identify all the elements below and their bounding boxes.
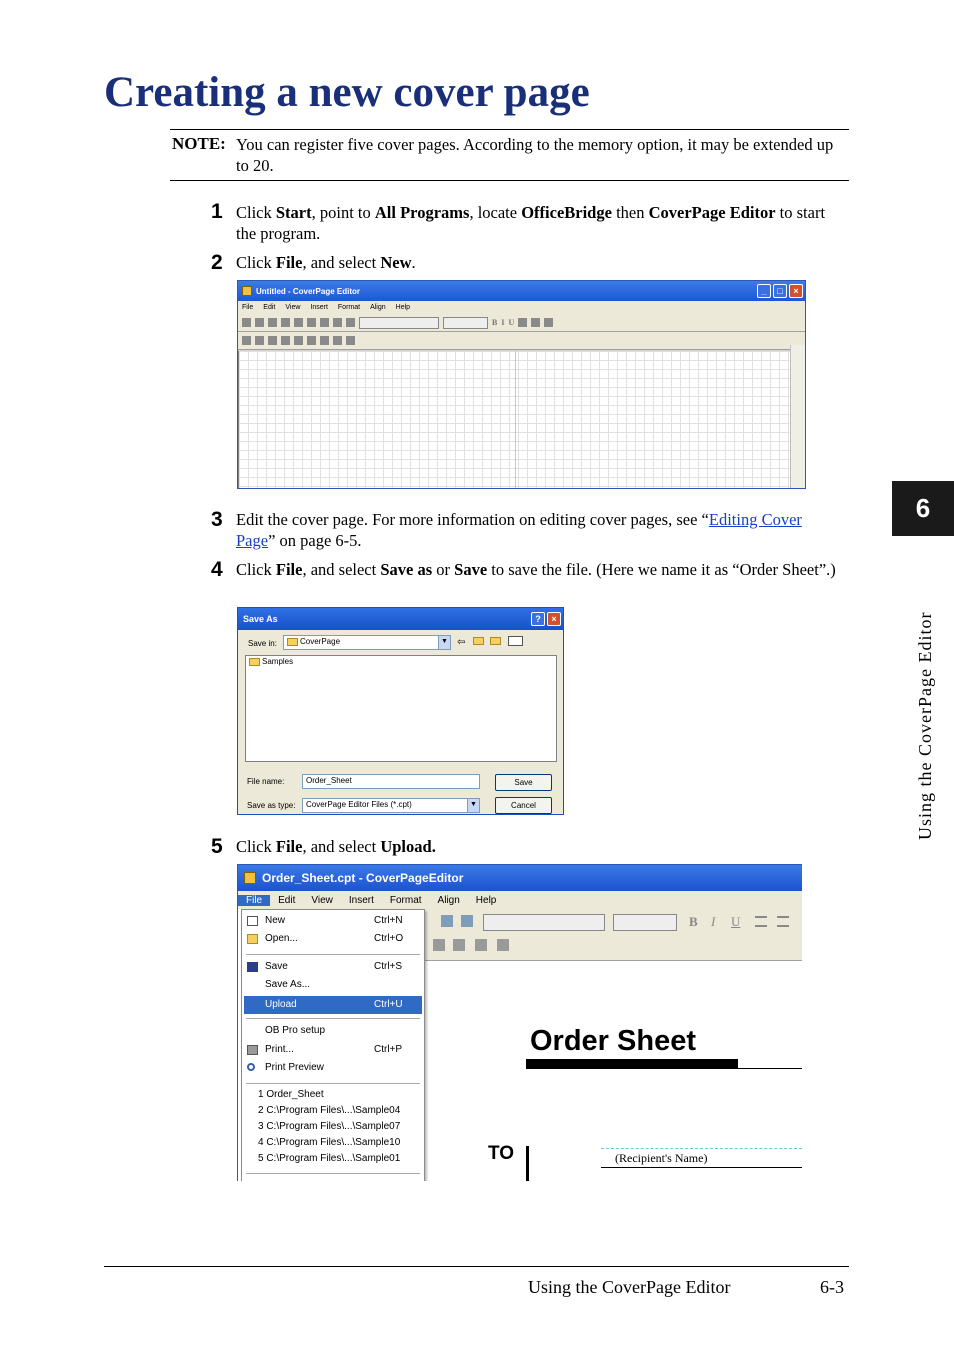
to-divider xyxy=(526,1146,529,1181)
file-name-label: File name: xyxy=(247,777,285,786)
menu-edit[interactable]: Edit xyxy=(263,304,276,311)
editor-window-title: Untitled - CoverPage Editor xyxy=(256,286,361,296)
underline-button[interactable]: U xyxy=(508,318,515,327)
view-menu-icon[interactable] xyxy=(508,636,523,646)
editor-window-title: Order_Sheet.cpt - CoverPageEditor xyxy=(262,871,464,885)
save-in-label: Save in: xyxy=(248,639,277,648)
align-objects-icon[interactable] xyxy=(453,939,465,951)
page-title: Creating a new cover page xyxy=(104,69,590,116)
zoom-in-icon[interactable] xyxy=(441,915,453,927)
open-folder-icon xyxy=(247,934,258,944)
paste-icon[interactable] xyxy=(307,318,316,327)
zoom-out-icon[interactable] xyxy=(346,318,355,327)
menu-edit[interactable]: Edit xyxy=(278,894,296,906)
folder-item-samples[interactable]: Samples xyxy=(249,657,293,666)
save-as-type-label: Save as type: xyxy=(247,801,296,810)
new-doc-icon xyxy=(247,916,258,926)
save-as-title: Save As xyxy=(243,614,278,624)
step-3-number: 3 xyxy=(211,508,223,531)
footer-page-number: 6-3 xyxy=(820,1277,844,1297)
save-button[interactable]: Save xyxy=(495,774,552,791)
app-icon xyxy=(244,872,256,884)
chevron-down-icon: ▼ xyxy=(467,799,479,812)
menu-view[interactable]: View xyxy=(311,894,333,906)
side-chapter-label: Using the CoverPage Editor xyxy=(915,611,935,840)
editor-menu-bar xyxy=(238,301,805,314)
save-as-dialog-screenshot xyxy=(237,607,564,815)
field-tool-icon[interactable] xyxy=(307,336,316,345)
step-2-text: Click File, and select New. xyxy=(236,253,416,272)
recipient-name-field[interactable]: (Recipient's Name) xyxy=(601,1148,802,1168)
minimize-icon[interactable]: _ xyxy=(757,284,771,298)
pointer-icon[interactable] xyxy=(242,336,251,345)
save-in-select[interactable]: CoverPage ▼ xyxy=(283,635,451,650)
menu-item-save-as[interactable]: Save As... xyxy=(265,979,311,990)
recent-file-2[interactable]: 2 C:\Program Files\...\Sample04 xyxy=(258,1105,401,1116)
line-tool-icon[interactable] xyxy=(268,336,277,345)
menu-separator xyxy=(246,1083,420,1084)
align-objects-icon[interactable] xyxy=(475,939,487,951)
arrow-tool-icon[interactable] xyxy=(281,336,290,345)
save-as-type-select[interactable]: CoverPage Editor Files (*.cpt) ▼ xyxy=(302,798,480,813)
menu-separator xyxy=(246,1173,420,1174)
maximize-icon[interactable]: □ xyxy=(773,284,787,298)
note-rule-bottom xyxy=(170,180,849,181)
upload-menu-screenshot xyxy=(237,864,802,1181)
menu-item-new[interactable]: New Ctrl+N xyxy=(242,912,424,930)
step-4-number: 4 xyxy=(211,558,223,581)
editor-title-bar xyxy=(238,281,805,301)
design-canvas[interactable] xyxy=(238,351,790,489)
step-1-text: Click Start, point to All Programs, locate OfficeBridge then CoverPage Editor to start the program. xyxy=(236,203,826,243)
align-objects-icon[interactable] xyxy=(497,939,509,951)
file-menu-dropdown xyxy=(241,909,425,1181)
align-objects-icon[interactable] xyxy=(433,939,445,951)
bold-button[interactable]: B xyxy=(492,318,498,327)
align-left-icon[interactable] xyxy=(518,318,527,327)
cut-icon[interactable] xyxy=(281,318,290,327)
open-folder-icon[interactable] xyxy=(255,318,264,327)
menu-file[interactable]: File xyxy=(242,304,254,311)
align-center-icon[interactable] xyxy=(777,916,789,927)
back-arrow-icon[interactable]: ⇦ xyxy=(457,637,466,648)
note-text: You can register five cover pages. According to the memory option, it may be extended up to 20. xyxy=(236,135,834,175)
font-name-select[interactable] xyxy=(483,914,605,931)
standard-toolbar xyxy=(238,314,805,332)
editing-cover-page-link[interactable]: Editing Cover Page xyxy=(236,510,802,550)
close-icon[interactable]: × xyxy=(547,612,561,626)
file-name-input[interactable]: Order_Sheet xyxy=(302,774,480,789)
save-as-body xyxy=(238,630,563,814)
zoom-in-icon[interactable] xyxy=(333,318,342,327)
menu-insert[interactable]: Insert xyxy=(348,894,374,906)
to-label: TO xyxy=(488,1143,515,1164)
step-1-number: 1 xyxy=(211,200,223,223)
note-label: NOTE: xyxy=(172,134,226,153)
align-left-icon[interactable] xyxy=(755,916,767,927)
heading-bar xyxy=(526,1059,738,1069)
order-sheet-heading: Order Sheet xyxy=(530,1025,696,1057)
menu-item-print-preview[interactable]: Print Preview xyxy=(242,1059,424,1077)
underline-button[interactable]: U xyxy=(731,914,741,929)
menu-item-ob-pro-setup[interactable]: OB Pro setup xyxy=(265,1025,326,1036)
print-icon[interactable] xyxy=(320,318,329,327)
bold-button[interactable]: B xyxy=(689,914,698,929)
recent-file-4[interactable]: 4 C:\Program Files\...\Sample10 xyxy=(258,1137,401,1148)
recent-file-1[interactable]: 1 Order_Sheet xyxy=(258,1089,324,1100)
cancel-button[interactable]: Cancel xyxy=(495,797,552,814)
step-5-number: 5 xyxy=(211,835,223,858)
rectangle-tool-icon[interactable] xyxy=(294,336,303,345)
step-3-text: Edit the cover page. For more information on editing cover pages, see “Editing Cover Page” on page 6-5. xyxy=(236,510,802,550)
menu-help[interactable]: Help xyxy=(395,304,411,311)
file-list[interactable] xyxy=(245,655,557,762)
italic-button[interactable]: I xyxy=(501,318,505,327)
menu-align[interactable]: Align xyxy=(437,894,460,906)
font-size-select[interactable] xyxy=(443,317,488,329)
font-name-select[interactable] xyxy=(359,317,439,329)
note-rule-top xyxy=(170,129,849,130)
copy-icon[interactable] xyxy=(294,318,303,327)
new-folder-icon[interactable] xyxy=(490,636,503,645)
close-icon[interactable]: × xyxy=(789,284,803,298)
save-as-title-bar xyxy=(238,608,563,630)
menu-help[interactable]: Help xyxy=(475,894,497,906)
italic-button[interactable]: I xyxy=(711,914,716,929)
menu-item-save[interactable]: Save Ctrl+S xyxy=(242,958,424,976)
chapter-tab: 6 xyxy=(892,481,954,536)
new-doc-icon[interactable] xyxy=(242,318,251,327)
canvas-center-guide xyxy=(515,351,516,489)
folder-icon xyxy=(249,658,260,666)
label-tool-icon[interactable] xyxy=(255,336,264,345)
magnifier-icon xyxy=(247,1063,255,1071)
save-disk-icon[interactable] xyxy=(268,318,277,327)
vertical-scrollbar[interactable] xyxy=(790,345,806,489)
send-back-icon[interactable] xyxy=(333,336,342,345)
menu-item-open[interactable]: Open... Ctrl+O xyxy=(242,930,424,948)
menu-insert[interactable]: Insert xyxy=(310,304,328,311)
toolbar-area xyxy=(425,909,802,961)
editor-title-bar xyxy=(238,865,802,891)
menu-item-upload[interactable]: Upload Ctrl+U xyxy=(244,996,422,1014)
menu-item-print[interactable]: Print... Ctrl+P xyxy=(242,1041,424,1059)
step-2-number: 2 xyxy=(211,251,223,274)
help-icon[interactable]: ? xyxy=(531,612,545,626)
align-right-icon[interactable] xyxy=(544,318,553,327)
align-center-icon[interactable] xyxy=(531,318,540,327)
align-objects-icon[interactable] xyxy=(346,336,355,345)
recent-file-3[interactable]: 3 C:\Program Files\...\Sample07 xyxy=(258,1121,401,1132)
save-disk-icon xyxy=(247,962,258,972)
menu-view[interactable]: View xyxy=(285,304,301,311)
zoom-out-icon[interactable] xyxy=(461,915,473,927)
recent-file-5[interactable]: 5 C:\Program Files\...\Sample01 xyxy=(258,1153,401,1164)
folder-icon xyxy=(287,638,298,646)
menu-file[interactable]: File xyxy=(238,895,270,906)
app-icon xyxy=(242,286,252,296)
menu-align[interactable]: Align xyxy=(370,304,386,311)
chevron-down-icon: ▼ xyxy=(438,636,450,649)
bring-front-icon[interactable] xyxy=(320,336,329,345)
up-folder-icon[interactable] xyxy=(473,636,486,645)
editor-window-screenshot xyxy=(237,280,806,489)
menu-format[interactable]: Format xyxy=(337,304,361,311)
font-size-select[interactable] xyxy=(613,914,677,931)
footer-section: Using the CoverPage Editor xyxy=(528,1277,731,1297)
menu-separator xyxy=(246,954,420,955)
menu-format[interactable]: Format xyxy=(389,894,422,906)
step-5-text: Click File, and select Upload. xyxy=(236,837,436,856)
printer-icon xyxy=(247,1045,258,1055)
footer-rule xyxy=(104,1266,849,1267)
menu-separator xyxy=(246,1018,420,1019)
heading-rule xyxy=(738,1068,802,1069)
editor-menu-bar xyxy=(238,891,802,909)
step-4-text: Click File, and select Save as or Save to save the file. (Here we name it as “Order Sheet”.) xyxy=(236,560,836,579)
drawing-toolbar xyxy=(238,332,805,350)
